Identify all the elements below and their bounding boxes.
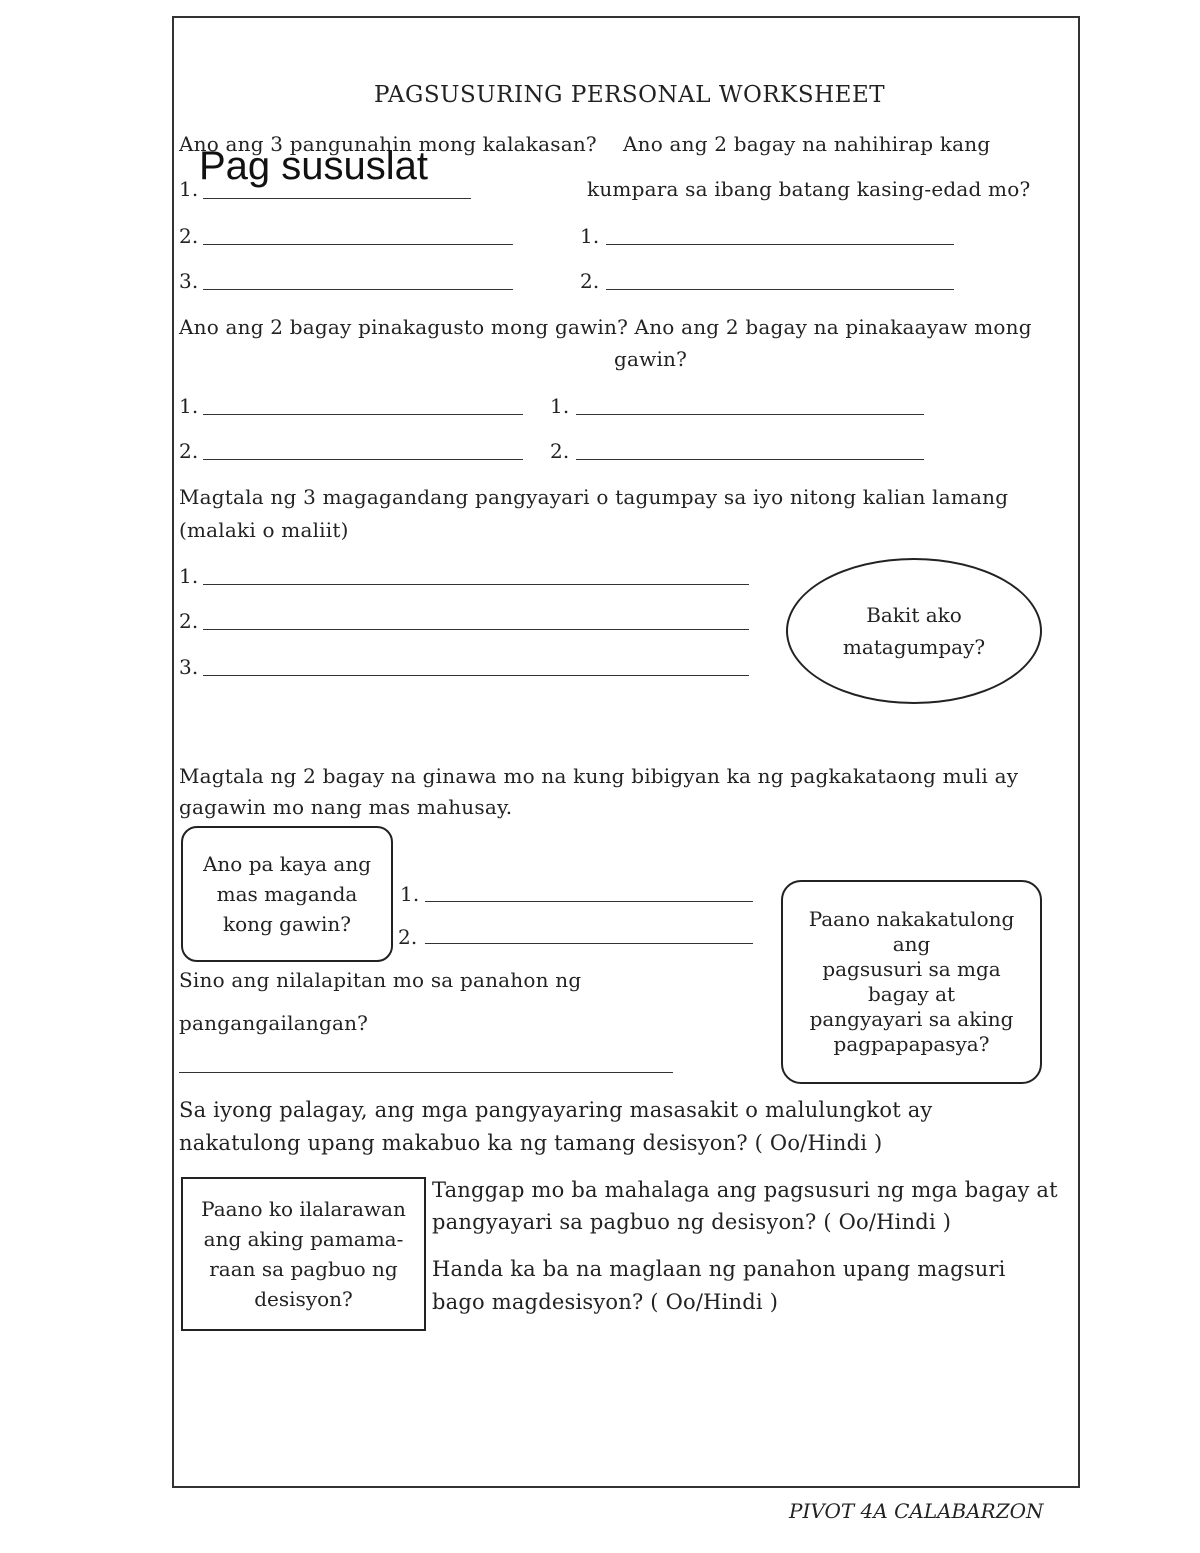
like-line-1[interactable] [203,414,523,415]
dislike-number-2: 2. [550,439,570,463]
footer-label: PIVOT 4A CALABARZON [789,1499,1044,1523]
difficulty-line-2[interactable] [606,289,954,290]
strength-line-3[interactable] [203,289,513,290]
question-accept-analysis-cont: pangyayari sa pagbuo ng desisyon? ( Oo/Hindi ) [432,1210,952,1234]
dislike-number-1: 1. [550,394,570,418]
question-do-better: Magtala ng 2 bagay na ginawa mo na kung bibigyan ka ng pagkakataong muli ay [179,764,1019,788]
success-bubble-text: Bakit ako matagumpay? [842,603,986,659]
question-painful-events-cont: nakatulong upang makabuo ka ng tamang desisyon? ( Oo/Hindi ) [179,1131,883,1155]
improve-line-2[interactable] [425,943,753,944]
decision-method-box-text: Paano ko ilalarawan ang aking pamama- raan sa pagbuo ng desisyon? [201,1197,406,1311]
question-achievements-cont: (malaki o maliit) [179,518,349,542]
strength-line-1[interactable] [203,198,471,199]
difficulty-line-1[interactable] [606,244,954,245]
question-likes-dislikes-cont: gawin? [614,347,688,371]
success-bubble [786,558,1042,704]
improve-line-1[interactable] [425,901,753,902]
question-likes-dislikes: Ano ang 2 bagay pinakagusto mong gawin? Ano ang 2 bagay na pinakaayaw mong [179,315,1032,339]
achievement-number-2: 2. [179,609,199,633]
question-achievements: Magtala ng 3 magagandang pangyayari o tagumpay sa iyo nitong kalian lamang [179,485,1009,509]
question-strengths: Ano ang 3 pangunahin mong kalakasan? [179,132,597,156]
like-line-2[interactable] [203,459,523,460]
strength-number-2: 2. [179,224,199,248]
difficulty-number-2: 2. [580,269,600,293]
question-do-better-cont: gagawin mo nang mas mahusay. [179,795,513,819]
worksheet-title: PAGSUSURING PERSONAL WORKSHEET [374,82,886,108]
handwritten-answer[interactable]: Pag sususlat [199,144,429,188]
achievement-line-3[interactable] [203,675,749,676]
achievement-number-1: 1. [179,564,199,588]
achievement-number-3: 3. [179,655,199,679]
improve-box [181,826,393,962]
decision-method-box [181,1177,426,1331]
difficulty-number-1: 1. [580,224,600,248]
improve-box-text: Ano pa kaya ang mas maganda kong gawin? [202,852,372,936]
strength-line-2[interactable] [203,244,513,245]
who-approach-line[interactable] [179,1072,673,1073]
achievement-line-2[interactable] [203,629,749,630]
question-time-analysis-cont: bago magdesisyon? ( Oo/Hindi ) [432,1290,779,1314]
improve-number-1: 1. [400,882,420,906]
question-who-approach: Sino ang nilalapitan mo sa panahon ng [179,968,582,992]
improve-number-2: 2. [398,925,418,949]
analysis-help-box [781,880,1042,1084]
question-time-analysis: Handa ka ba na maglaan ng panahon upang magsuri [432,1257,1006,1281]
question-difficulties: Ano ang 2 bagay na nahihirap kang [623,132,991,156]
achievement-line-1[interactable] [203,584,749,585]
strength-number-1: 1. [179,177,199,201]
question-difficulties-cont: kumpara sa ibang batang kasing-edad mo? [587,177,1031,201]
dislike-line-1[interactable] [576,414,924,415]
question-accept-analysis: Tanggap mo ba mahalaga ang pagsusuri ng mga bagay at [432,1178,1058,1202]
question-painful-events: Sa iyong palagay, ang mga pangyayaring masasakit o malulungkot ay [179,1098,933,1122]
like-number-2: 2. [179,439,199,463]
strength-number-3: 3. [179,269,199,293]
analysis-help-box-text: Paano nakakatulong ang pagsusuri sa mga bagay at pangyayari sa aking pagpapapasya? [808,907,1015,1056]
question-who-approach-cont: pangangailangan? [179,1011,369,1035]
dislike-line-2[interactable] [576,459,924,460]
like-number-1: 1. [179,394,199,418]
